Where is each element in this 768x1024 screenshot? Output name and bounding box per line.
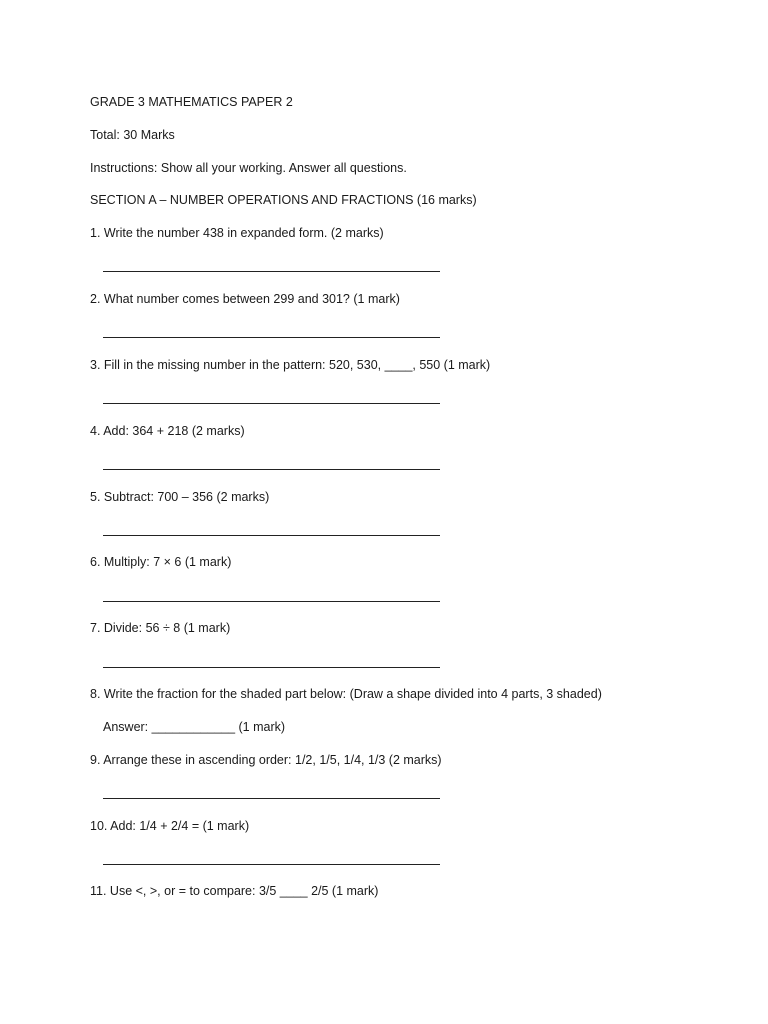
question-11: 11. Use <, >, or = to compare: 3/5 ____ 2/5 (1 mark) (90, 884, 379, 898)
question-6: 6. Multiply: 7 × 6 (1 mark) (90, 555, 232, 569)
section-a-heading: SECTION A – NUMBER OPERATIONS AND FRACTIONS (16 marks) (90, 193, 477, 207)
question-2: 2. What number comes between 299 and 301? (1 mark) (90, 292, 400, 306)
question-10: 10. Add: 1/4 + 2/4 = (1 mark) (90, 819, 250, 833)
total-marks: Total: 30 Marks (90, 128, 175, 142)
answer-line-7 (103, 667, 440, 668)
question-9: 9. Arrange these in ascending order: 1/2, 1/5, 1/4, 1/3 (2 marks) (90, 753, 442, 767)
paper-title: GRADE 3 MATHEMATICS PAPER 2 (90, 95, 293, 109)
instructions: Instructions: Show all your working. Answer all questions. (90, 161, 407, 175)
answer-line-5 (103, 535, 440, 536)
question-4: 4. Add: 364 + 218 (2 marks) (90, 424, 245, 438)
question-8-answer: Answer: ____________ (1 mark) (103, 720, 286, 734)
question-1: 1. Write the number 438 in expanded form. (2 marks) (90, 226, 384, 240)
answer-line-3 (103, 403, 440, 404)
question-8: 8. Write the fraction for the shaded part below: (Draw a shape divided into 4 parts, 3 shaded) (90, 687, 602, 701)
question-5: 5. Subtract: 700 – 356 (2 marks) (90, 490, 270, 504)
answer-line-10 (103, 864, 440, 865)
answer-line-1 (103, 271, 440, 272)
answer-line-9 (103, 798, 440, 799)
question-3: 3. Fill in the missing number in the pattern: 520, 530, ____, 550 (1 mark) (90, 358, 491, 372)
answer-line-4 (103, 469, 440, 470)
answer-line-6 (103, 601, 440, 602)
answer-line-2 (103, 337, 440, 338)
question-7: 7. Divide: 56 ÷ 8 (1 mark) (90, 621, 231, 635)
